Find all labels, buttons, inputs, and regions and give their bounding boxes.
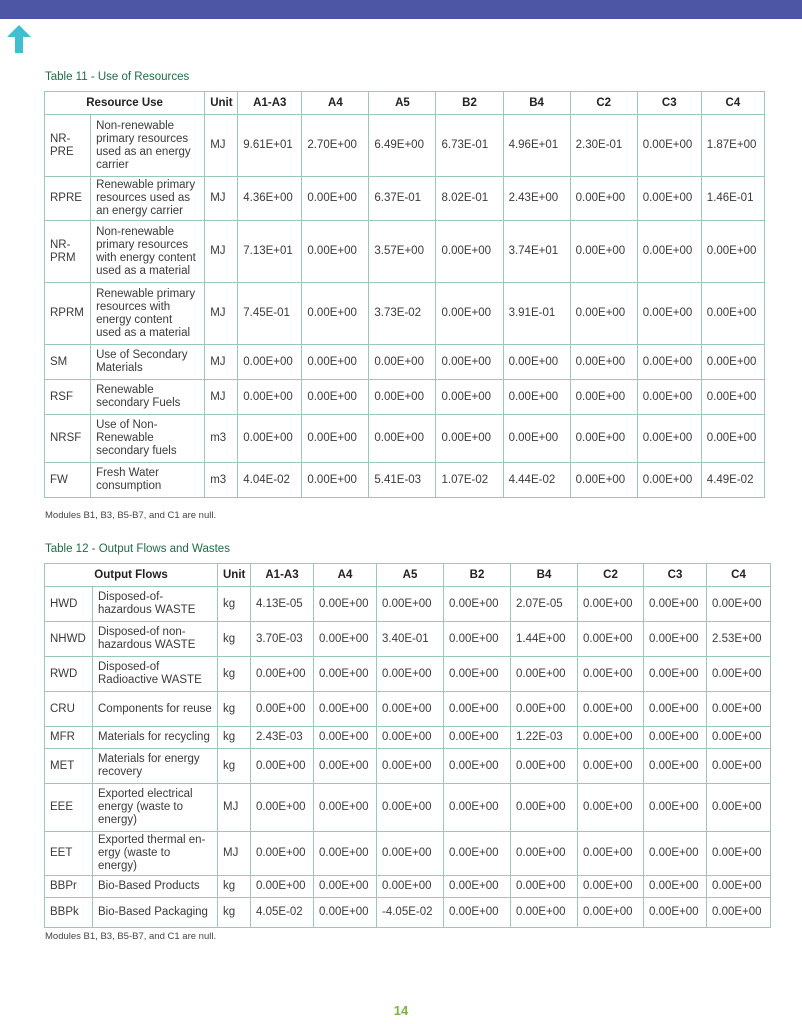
value-cell: 0.00E+00 bbox=[251, 692, 314, 727]
value-cell: 0.00E+00 bbox=[444, 784, 511, 832]
row-description: Renewable secondary Fuels bbox=[91, 380, 205, 415]
value-cell: 0.00E+00 bbox=[707, 784, 771, 832]
value-cell: 0.00E+00 bbox=[578, 876, 644, 898]
row-description: Non-renewable primary resources used as an energy carrier bbox=[91, 115, 205, 177]
value-cell: 0.00E+00 bbox=[369, 345, 436, 380]
value-cell: 0.00E+00 bbox=[436, 283, 503, 345]
value-cell: 0.00E+00 bbox=[644, 657, 707, 692]
value-cell: 0.00E+00 bbox=[444, 692, 511, 727]
value-cell: 0.00E+00 bbox=[436, 415, 503, 463]
value-cell: 0.00E+00 bbox=[701, 380, 764, 415]
value-cell: 4.96E+01 bbox=[503, 115, 570, 177]
value-cell: 1.46E-01 bbox=[701, 177, 764, 221]
table-row bbox=[45, 283, 765, 345]
table-row bbox=[45, 657, 771, 692]
row-unit: kg bbox=[218, 587, 251, 622]
value-cell: 0.00E+00 bbox=[570, 177, 637, 221]
row-code: EET bbox=[45, 832, 93, 876]
column-header: C4 bbox=[707, 564, 771, 587]
table-row bbox=[45, 622, 771, 657]
row-code: CRU bbox=[45, 692, 93, 727]
row-unit: MJ bbox=[205, 380, 238, 415]
value-cell: 0.00E+00 bbox=[314, 587, 377, 622]
value-cell: 0.00E+00 bbox=[511, 749, 578, 784]
table-row bbox=[45, 463, 765, 498]
value-cell: 0.00E+00 bbox=[707, 657, 771, 692]
value-cell: 0.00E+00 bbox=[302, 221, 369, 283]
value-cell: 5.41E-03 bbox=[369, 463, 436, 498]
column-header: B2 bbox=[436, 92, 503, 115]
value-cell: 0.00E+00 bbox=[377, 784, 444, 832]
column-header: Output Flows bbox=[45, 564, 218, 587]
row-description: Materials for energy recovery bbox=[93, 749, 218, 784]
value-cell: 0.00E+00 bbox=[503, 415, 570, 463]
table-row bbox=[45, 692, 771, 727]
row-unit: MJ bbox=[205, 177, 238, 221]
value-cell: 2.70E+00 bbox=[302, 115, 369, 177]
value-cell: 3.40E-01 bbox=[377, 622, 444, 657]
page-number: 14 bbox=[393, 1003, 409, 1018]
row-unit: MJ bbox=[205, 345, 238, 380]
table-row bbox=[45, 832, 771, 876]
value-cell: 0.00E+00 bbox=[238, 380, 302, 415]
value-cell: 3.91E-01 bbox=[503, 283, 570, 345]
value-cell: 0.00E+00 bbox=[578, 692, 644, 727]
value-cell: 3.57E+00 bbox=[369, 221, 436, 283]
value-cell: 0.00E+00 bbox=[578, 749, 644, 784]
value-cell: 0.00E+00 bbox=[644, 692, 707, 727]
value-cell: 2.43E+00 bbox=[503, 177, 570, 221]
value-cell: 0.00E+00 bbox=[436, 380, 503, 415]
row-unit: kg bbox=[218, 692, 251, 727]
value-cell: 0.00E+00 bbox=[637, 415, 701, 463]
row-description: Disposed-of-hazardous WASTE bbox=[93, 587, 218, 622]
table-row bbox=[45, 898, 771, 928]
use-of-resources-table bbox=[44, 91, 765, 498]
row-unit: kg bbox=[218, 727, 251, 749]
value-cell: 6.37E-01 bbox=[369, 177, 436, 221]
value-cell: 0.00E+00 bbox=[707, 876, 771, 898]
column-header: C4 bbox=[701, 92, 764, 115]
value-cell: 0.00E+00 bbox=[701, 283, 764, 345]
value-cell: 0.00E+00 bbox=[511, 784, 578, 832]
value-cell: 0.00E+00 bbox=[578, 657, 644, 692]
value-cell: 0.00E+00 bbox=[444, 876, 511, 898]
value-cell: 3.74E+01 bbox=[503, 221, 570, 283]
value-cell: 0.00E+00 bbox=[444, 898, 511, 928]
row-description: Renewable primary resources with energy content used as a material bbox=[91, 283, 205, 345]
row-unit: kg bbox=[218, 657, 251, 692]
row-description: Materials for recycling bbox=[93, 727, 218, 749]
row-description: Disposed-of Radioactive WASTE bbox=[93, 657, 218, 692]
table-12-caption: Table 12 - Output Flows and Wastes bbox=[45, 543, 230, 555]
value-cell: 7.45E-01 bbox=[238, 283, 302, 345]
row-description: Use of Non-Renewable secondary fuels bbox=[91, 415, 205, 463]
up-arrow-icon[interactable] bbox=[7, 25, 31, 53]
row-code: HWD bbox=[45, 587, 93, 622]
value-cell: 0.00E+00 bbox=[444, 832, 511, 876]
value-cell: 0.00E+00 bbox=[377, 749, 444, 784]
table-row bbox=[45, 727, 771, 749]
value-cell: 0.00E+00 bbox=[251, 876, 314, 898]
value-cell: 0.00E+00 bbox=[302, 415, 369, 463]
row-code: EEE bbox=[45, 784, 93, 832]
row-unit: MJ bbox=[205, 283, 238, 345]
value-cell: 0.00E+00 bbox=[314, 727, 377, 749]
row-description: Bio-Based Products bbox=[93, 876, 218, 898]
value-cell: 0.00E+00 bbox=[314, 832, 377, 876]
value-cell: 1.07E-02 bbox=[436, 463, 503, 498]
row-unit: MJ bbox=[205, 221, 238, 283]
row-code: SM bbox=[45, 345, 91, 380]
value-cell: 0.00E+00 bbox=[238, 345, 302, 380]
row-code: MET bbox=[45, 749, 93, 784]
row-unit: MJ bbox=[205, 115, 238, 177]
value-cell: 0.00E+00 bbox=[436, 345, 503, 380]
value-cell: 6.49E+00 bbox=[369, 115, 436, 177]
column-header: Resource Use bbox=[45, 92, 205, 115]
value-cell: 8.02E-01 bbox=[436, 177, 503, 221]
value-cell: 0.00E+00 bbox=[637, 221, 701, 283]
value-cell: 0.00E+00 bbox=[637, 380, 701, 415]
table-row bbox=[45, 415, 765, 463]
value-cell: 0.00E+00 bbox=[701, 345, 764, 380]
row-description: Exported electrical energy (waste to energy) bbox=[93, 784, 218, 832]
value-cell: 0.00E+00 bbox=[511, 832, 578, 876]
column-header: Unit bbox=[205, 92, 238, 115]
value-cell: 0.00E+00 bbox=[570, 463, 637, 498]
table-row bbox=[45, 177, 765, 221]
value-cell: 0.00E+00 bbox=[302, 177, 369, 221]
row-description: Fresh Water consumption bbox=[91, 463, 205, 498]
column-header: Unit bbox=[218, 564, 251, 587]
column-header: A5 bbox=[377, 564, 444, 587]
value-cell: 0.00E+00 bbox=[570, 415, 637, 463]
row-code: NR-PRM bbox=[45, 221, 91, 283]
value-cell: 0.00E+00 bbox=[511, 692, 578, 727]
value-cell: 0.00E+00 bbox=[637, 463, 701, 498]
value-cell: 0.00E+00 bbox=[707, 692, 771, 727]
column-header: C2 bbox=[578, 564, 644, 587]
value-cell: 9.61E+01 bbox=[238, 115, 302, 177]
row-unit: kg bbox=[218, 749, 251, 784]
value-cell: 0.00E+00 bbox=[377, 657, 444, 692]
value-cell: 0.00E+00 bbox=[369, 415, 436, 463]
value-cell: 3.73E-02 bbox=[369, 283, 436, 345]
value-cell: 1.87E+00 bbox=[701, 115, 764, 177]
value-cell: 0.00E+00 bbox=[637, 177, 701, 221]
value-cell: 0.00E+00 bbox=[503, 380, 570, 415]
row-unit: kg bbox=[218, 876, 251, 898]
value-cell: 0.00E+00 bbox=[644, 784, 707, 832]
table-row bbox=[45, 587, 771, 622]
row-unit: kg bbox=[218, 898, 251, 928]
value-cell: -4.05E-02 bbox=[377, 898, 444, 928]
value-cell: 4.05E-02 bbox=[251, 898, 314, 928]
value-cell: 0.00E+00 bbox=[314, 784, 377, 832]
row-code: MFR bbox=[45, 727, 93, 749]
table-row bbox=[45, 380, 765, 415]
value-cell: 4.49E-02 bbox=[701, 463, 764, 498]
value-cell: 0.00E+00 bbox=[644, 622, 707, 657]
value-cell: 0.00E+00 bbox=[570, 283, 637, 345]
row-code: FW bbox=[45, 463, 91, 498]
row-code: NHWD bbox=[45, 622, 93, 657]
table-row bbox=[45, 221, 765, 283]
table-row bbox=[45, 876, 771, 898]
row-description: Non-renewable primary resources with energy content used as a material bbox=[91, 221, 205, 283]
value-cell: 0.00E+00 bbox=[707, 727, 771, 749]
row-code: NRSF bbox=[45, 415, 91, 463]
value-cell: 0.00E+00 bbox=[377, 692, 444, 727]
table-row bbox=[45, 749, 771, 784]
value-cell: 0.00E+00 bbox=[251, 749, 314, 784]
row-code: BBPk bbox=[45, 898, 93, 928]
value-cell: 0.00E+00 bbox=[701, 415, 764, 463]
table-row bbox=[45, 115, 765, 177]
value-cell: 0.00E+00 bbox=[578, 784, 644, 832]
value-cell: 0.00E+00 bbox=[444, 749, 511, 784]
value-cell: 0.00E+00 bbox=[314, 657, 377, 692]
row-description: Bio-Based Packaging bbox=[93, 898, 218, 928]
value-cell: 0.00E+00 bbox=[637, 115, 701, 177]
column-header: A5 bbox=[369, 92, 436, 115]
value-cell: 0.00E+00 bbox=[314, 622, 377, 657]
value-cell: 0.00E+00 bbox=[644, 832, 707, 876]
value-cell: 0.00E+00 bbox=[302, 345, 369, 380]
value-cell: 4.44E-02 bbox=[503, 463, 570, 498]
row-code: RPRM bbox=[45, 283, 91, 345]
column-header: B2 bbox=[444, 564, 511, 587]
table-12-note: Modules B1, B3, B5-B7, and C1 are null. bbox=[45, 931, 217, 942]
column-header: B4 bbox=[511, 564, 578, 587]
row-code: BBPr bbox=[45, 876, 93, 898]
header-bar bbox=[0, 0, 802, 19]
value-cell: 0.00E+00 bbox=[707, 832, 771, 876]
row-unit: MJ bbox=[218, 832, 251, 876]
value-cell: 0.00E+00 bbox=[314, 692, 377, 727]
row-unit: MJ bbox=[218, 784, 251, 832]
value-cell: 0.00E+00 bbox=[369, 380, 436, 415]
value-cell: 0.00E+00 bbox=[314, 876, 377, 898]
value-cell: 0.00E+00 bbox=[251, 657, 314, 692]
value-cell: 0.00E+00 bbox=[436, 221, 503, 283]
value-cell: 0.00E+00 bbox=[511, 876, 578, 898]
table-row bbox=[45, 784, 771, 832]
value-cell: 0.00E+00 bbox=[444, 622, 511, 657]
value-cell: 0.00E+00 bbox=[377, 832, 444, 876]
table-11-note: Modules B1, B3, B5-B7, and C1 are null. bbox=[45, 510, 217, 521]
value-cell: 4.04E-02 bbox=[238, 463, 302, 498]
row-description: Disposed-of non-hazardous WASTE bbox=[93, 622, 218, 657]
column-header: B4 bbox=[503, 92, 570, 115]
value-cell: 0.00E+00 bbox=[578, 898, 644, 928]
row-code: RPRE bbox=[45, 177, 91, 221]
value-cell: 0.00E+00 bbox=[314, 749, 377, 784]
value-cell: 0.00E+00 bbox=[578, 587, 644, 622]
row-unit: m3 bbox=[205, 415, 238, 463]
value-cell: 0.00E+00 bbox=[302, 283, 369, 345]
value-cell: 0.00E+00 bbox=[578, 727, 644, 749]
value-cell: 0.00E+00 bbox=[511, 898, 578, 928]
value-cell: 0.00E+00 bbox=[314, 898, 377, 928]
row-description: Exported thermal en-ergy (waste to energy) bbox=[93, 832, 218, 876]
row-unit: kg bbox=[218, 622, 251, 657]
value-cell: 0.00E+00 bbox=[444, 587, 511, 622]
value-cell: 0.00E+00 bbox=[637, 345, 701, 380]
value-cell: 0.00E+00 bbox=[570, 345, 637, 380]
value-cell: 0.00E+00 bbox=[377, 727, 444, 749]
value-cell: 4.36E+00 bbox=[238, 177, 302, 221]
row-code: RSF bbox=[45, 380, 91, 415]
value-cell: 0.00E+00 bbox=[707, 898, 771, 928]
value-cell: 1.44E+00 bbox=[511, 622, 578, 657]
value-cell: 2.53E+00 bbox=[707, 622, 771, 657]
value-cell: 0.00E+00 bbox=[578, 832, 644, 876]
column-header: C2 bbox=[570, 92, 637, 115]
row-description: Use of Secondary Materials bbox=[91, 345, 205, 380]
value-cell: 0.00E+00 bbox=[444, 727, 511, 749]
value-cell: 0.00E+00 bbox=[511, 657, 578, 692]
value-cell: 0.00E+00 bbox=[644, 876, 707, 898]
value-cell: 0.00E+00 bbox=[644, 749, 707, 784]
column-header: A1-A3 bbox=[238, 92, 302, 115]
value-cell: 1.22E-03 bbox=[511, 727, 578, 749]
column-header: A4 bbox=[302, 92, 369, 115]
value-cell: 0.00E+00 bbox=[644, 587, 707, 622]
value-cell: 0.00E+00 bbox=[707, 587, 771, 622]
output-flows-table bbox=[44, 563, 771, 928]
value-cell: 0.00E+00 bbox=[377, 587, 444, 622]
column-header: C3 bbox=[637, 92, 701, 115]
value-cell: 0.00E+00 bbox=[644, 727, 707, 749]
column-header: A1-A3 bbox=[251, 564, 314, 587]
value-cell: 2.30E-01 bbox=[570, 115, 637, 177]
value-cell: 0.00E+00 bbox=[578, 622, 644, 657]
value-cell: 0.00E+00 bbox=[251, 784, 314, 832]
value-cell: 0.00E+00 bbox=[570, 221, 637, 283]
value-cell: 0.00E+00 bbox=[302, 463, 369, 498]
row-description: Renewable primary resources used as an energy carrier bbox=[91, 177, 205, 221]
value-cell: 0.00E+00 bbox=[637, 283, 701, 345]
value-cell: 6.73E-01 bbox=[436, 115, 503, 177]
table-row bbox=[45, 345, 765, 380]
value-cell: 0.00E+00 bbox=[707, 749, 771, 784]
value-cell: 2.43E-03 bbox=[251, 727, 314, 749]
value-cell: 4.13E-05 bbox=[251, 587, 314, 622]
value-cell: 0.00E+00 bbox=[238, 415, 302, 463]
value-cell: 0.00E+00 bbox=[444, 657, 511, 692]
column-header: A4 bbox=[314, 564, 377, 587]
value-cell: 0.00E+00 bbox=[251, 832, 314, 876]
row-code: RWD bbox=[45, 657, 93, 692]
row-code: NR-PRE bbox=[45, 115, 91, 177]
row-unit: m3 bbox=[205, 463, 238, 498]
table-11-caption: Table 11 - Use of Resources bbox=[45, 71, 190, 83]
row-description: Components for reuse bbox=[93, 692, 218, 727]
value-cell: 0.00E+00 bbox=[701, 221, 764, 283]
value-cell: 0.00E+00 bbox=[503, 345, 570, 380]
value-cell: 2.07E-05 bbox=[511, 587, 578, 622]
value-cell: 0.00E+00 bbox=[302, 380, 369, 415]
value-cell: 7.13E+01 bbox=[238, 221, 302, 283]
value-cell: 0.00E+00 bbox=[377, 876, 444, 898]
column-header: C3 bbox=[644, 564, 707, 587]
value-cell: 0.00E+00 bbox=[644, 898, 707, 928]
value-cell: 0.00E+00 bbox=[570, 380, 637, 415]
value-cell: 3.70E-03 bbox=[251, 622, 314, 657]
